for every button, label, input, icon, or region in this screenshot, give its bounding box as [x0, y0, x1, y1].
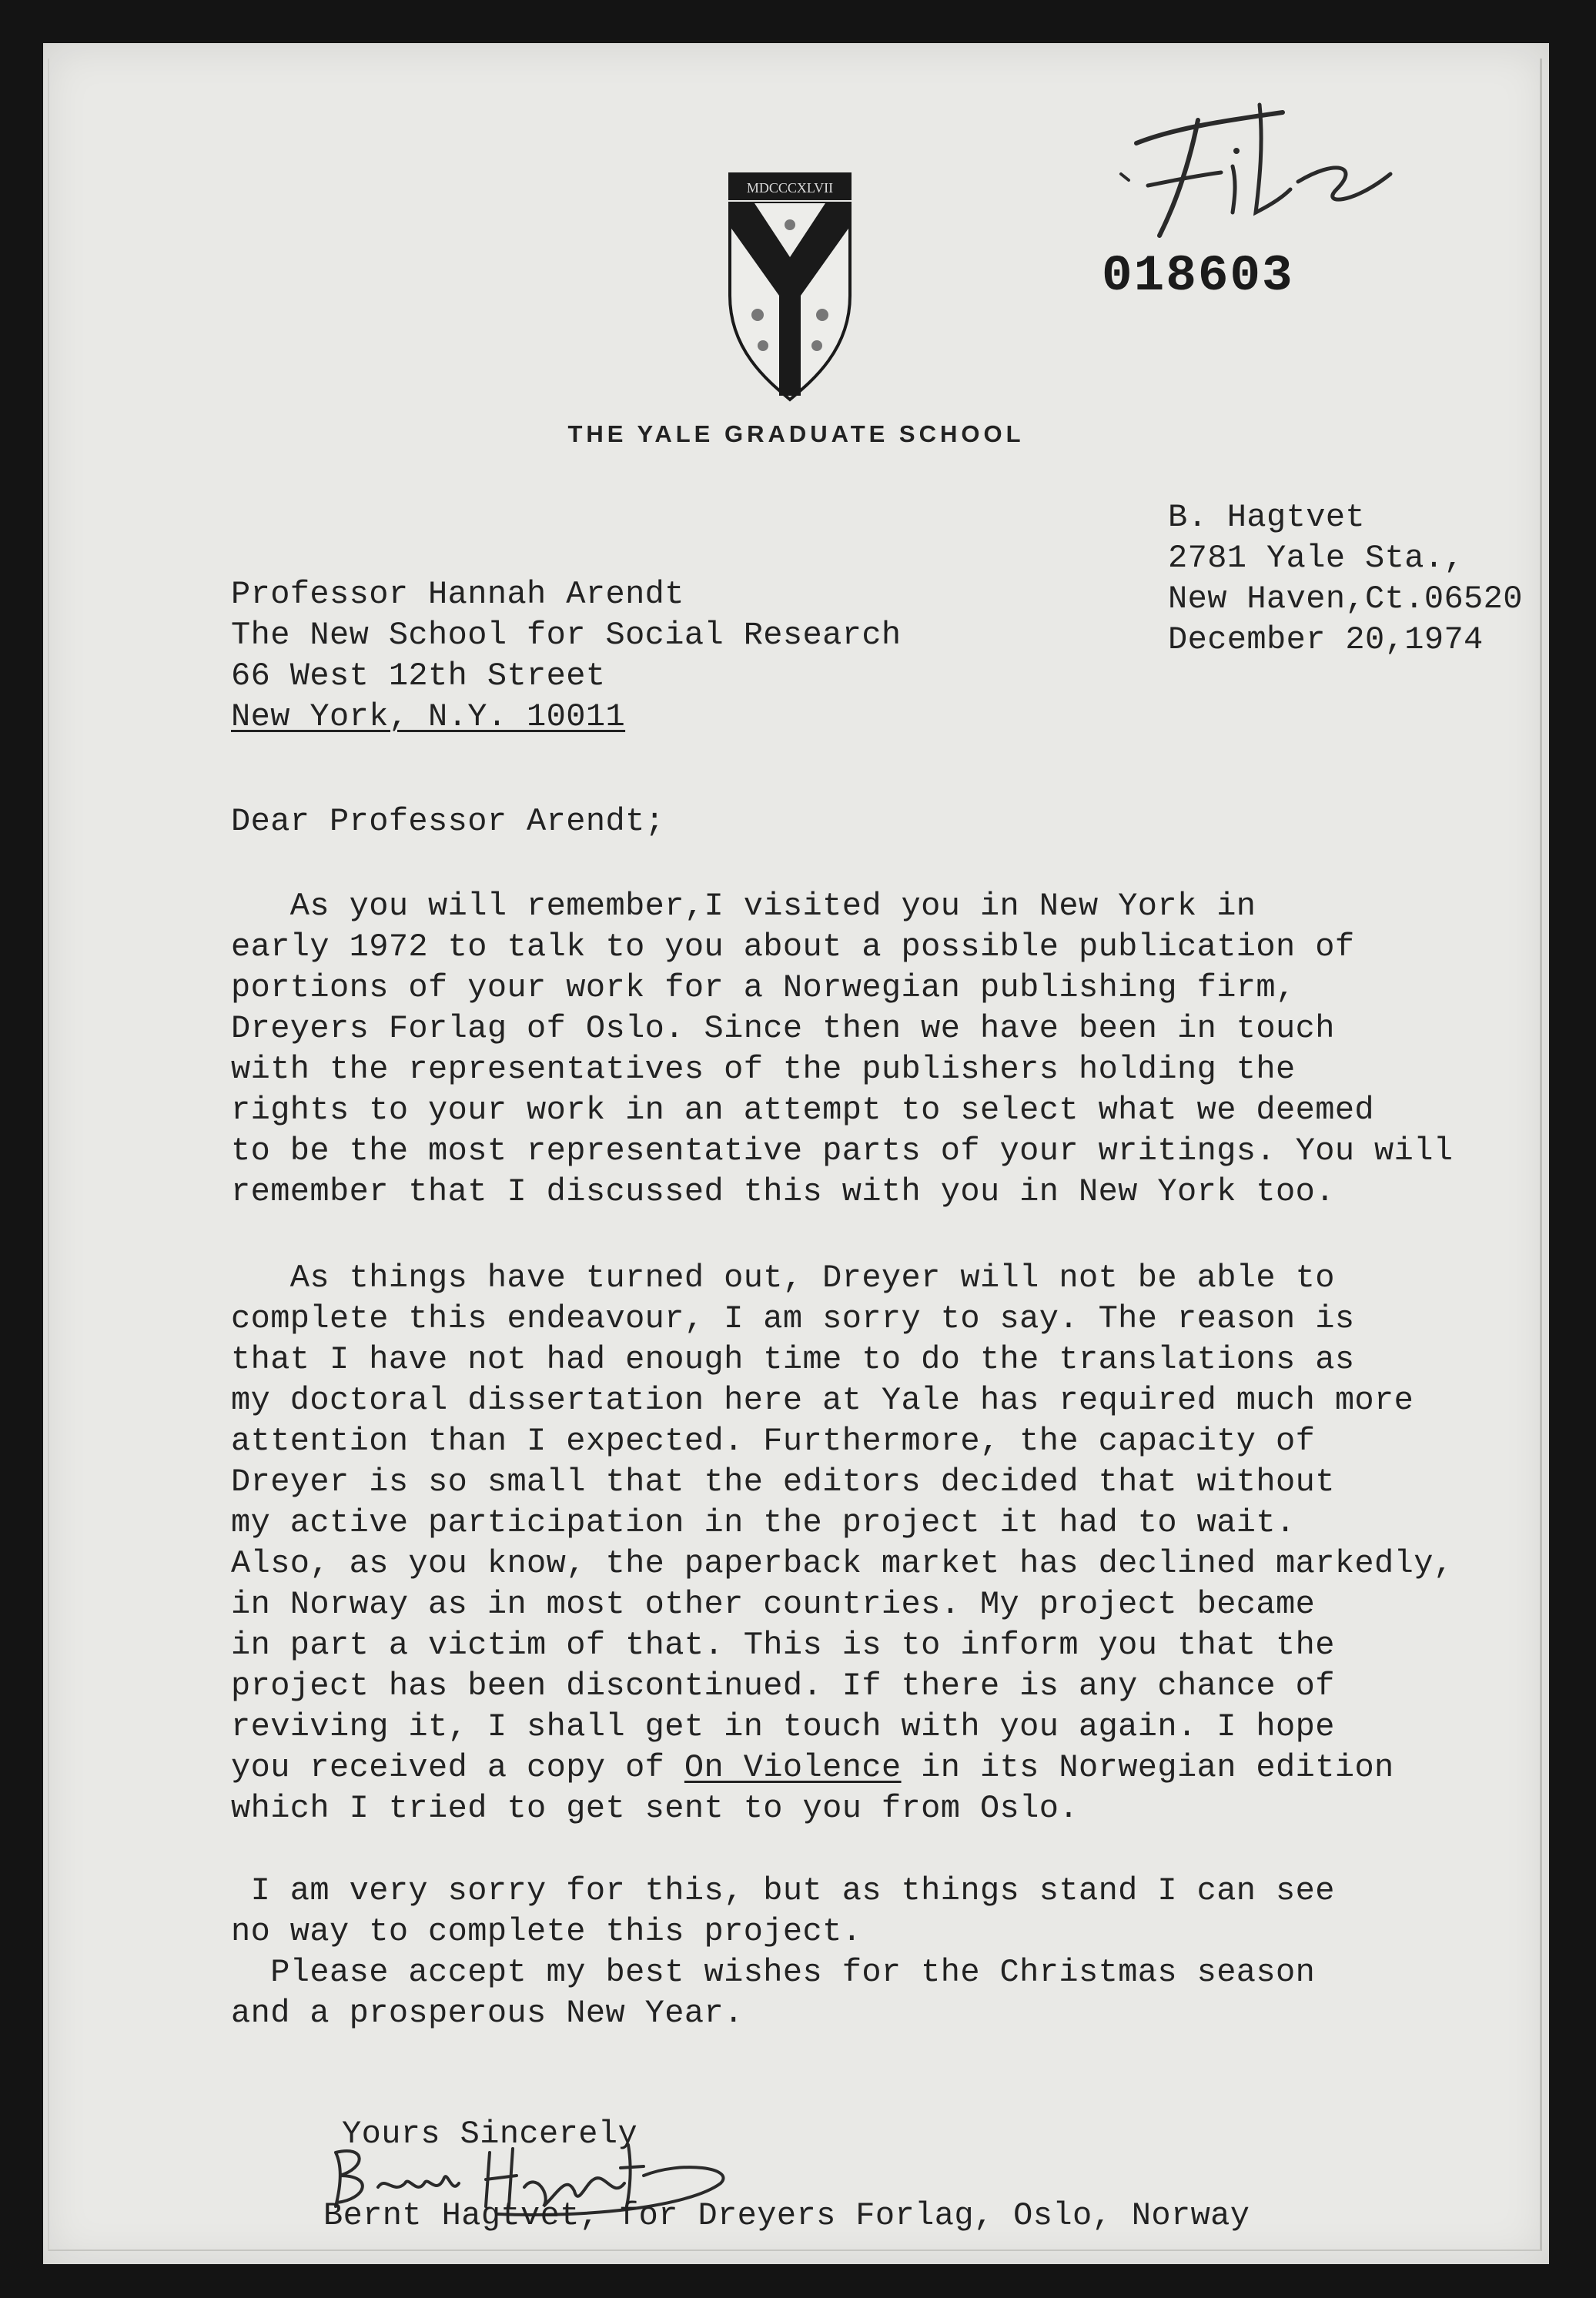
p1-line: with the representatives of the publishers holding the: [231, 1051, 1296, 1088]
p3-line: I am very sorry for this, but as things stand I can see: [231, 1872, 1335, 1909]
p1-line: portions of your work for a Norwegian publishing firm,: [231, 969, 1296, 1006]
recipient-street: 66 West 12th Street: [231, 657, 606, 694]
p2-line: my active participation in the project it had to wait.: [231, 1504, 1296, 1541]
paragraph-1: [231, 886, 1453, 1213]
p3-line: no way to complete this project.: [231, 1913, 862, 1950]
recipient-address: [231, 574, 902, 738]
recipient-city: New York, N.Y. 10011: [231, 698, 626, 735]
p2-line: complete this endeavour, I am sorry to say. The reason is: [231, 1300, 1355, 1337]
p2-line: in part a victim of that. This is to inform you that the: [231, 1627, 1335, 1664]
p2-line: attention than I expected. Furthermore, the capacity of: [231, 1423, 1316, 1460]
p4-line: Please accept my best wishes for the Christmas season: [231, 1954, 1316, 1991]
p1-line: As you will remember,I visited you in New York in: [231, 888, 1256, 925]
p1-line: to be the most representative parts of your writings. You will: [231, 1132, 1454, 1169]
recipient-name: Professor Hannah Arendt: [231, 576, 684, 613]
p4-line: and a prosperous New Year.: [231, 1995, 744, 2032]
letterhead-title: THE YALE GRADUATE SCHOOL: [567, 420, 1025, 447]
p1-line: Dreyers Forlag of Oslo. Since then we have been in touch: [231, 1010, 1335, 1047]
paragraph-4: [231, 1952, 1315, 2034]
paragraph-3: [231, 1871, 1335, 1952]
p2-line: which I tried to get sent to you from Oslo.: [231, 1790, 1079, 1827]
letter-date: December 20,1974: [1168, 621, 1484, 658]
sender-name: B. Hagtvet: [1168, 499, 1366, 536]
file-handwritten-mark: [1106, 89, 1398, 243]
book-title-on-violence: On Violence: [684, 1749, 902, 1786]
yale-shield-logo: [721, 172, 859, 403]
p2-line: Also, as you know, the paperback market has declined markedly,: [231, 1545, 1454, 1582]
p2-line: that I have not had enough time to do the translations as: [231, 1341, 1355, 1378]
closing: Yours Sincerely: [342, 2116, 638, 2152]
p2-line: Dreyer is so small that the editors decided that without: [231, 1463, 1335, 1500]
crest-motto-text: MDCCCXLVII: [746, 180, 834, 196]
file-number: 018603: [1102, 247, 1294, 305]
p1-line: rights to your work in an attempt to select what we deemed: [231, 1092, 1375, 1129]
p2-line: reviving it, I shall get in touch with you again. I hope: [231, 1708, 1335, 1745]
p2-line: in Norway as in most other countries. My project became: [231, 1586, 1316, 1623]
p1-line: early 1972 to talk to you about a possible publication of: [231, 928, 1355, 965]
p2-line: As things have turned out, Dreyer will not be able to: [231, 1259, 1335, 1296]
sender-address-line2: New Haven,Ct.06520: [1168, 580, 1523, 617]
p2-line: my doctoral dissertation here at Yale has required much more: [231, 1382, 1414, 1419]
salutation: Dear Professor Arendt;: [231, 803, 665, 840]
typed-signature-line: Bernt Hagtvet, for Dreyers Forlag, Oslo, Norway: [323, 2197, 1250, 2234]
p2-text: you received a copy of: [231, 1749, 684, 1786]
p2-line: [231, 1748, 1453, 1788]
letter-page: [43, 43, 1549, 2264]
p2-text: in its Norwegian edition: [901, 1749, 1394, 1786]
recipient-org: The New School for Social Research: [231, 617, 902, 654]
paragraph-2: [231, 1258, 1453, 1829]
sender-address-line1: 2781 Yale Sta.,: [1168, 540, 1464, 577]
p2-line: project has been discontinued. If there is any chance of: [231, 1667, 1335, 1704]
p1-line: remember that I discussed this with you in New York too.: [231, 1173, 1335, 1210]
sender-address: [1168, 497, 1523, 661]
